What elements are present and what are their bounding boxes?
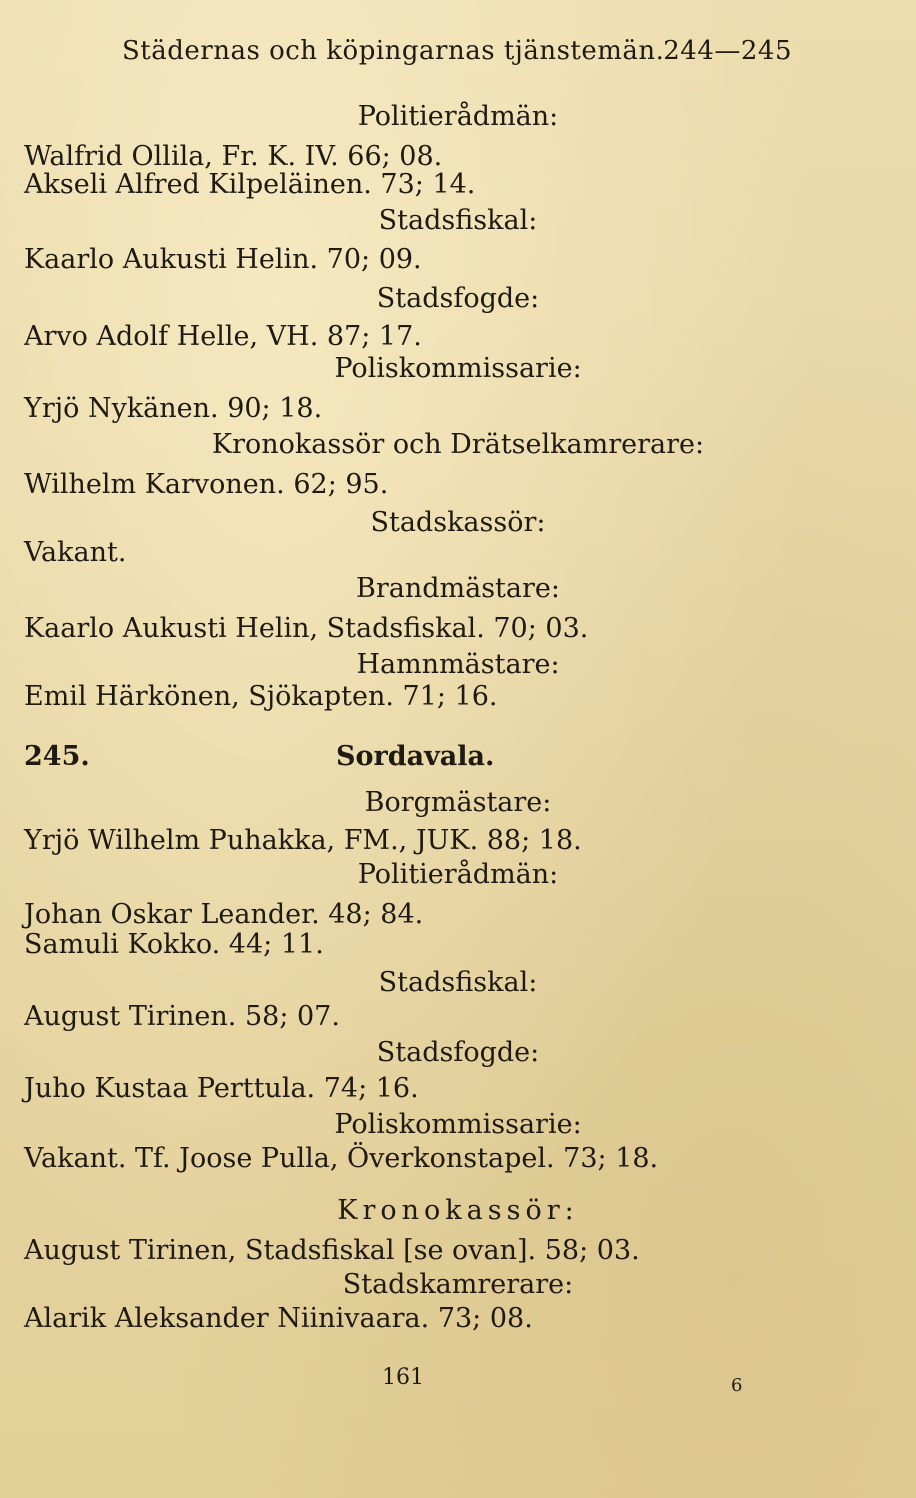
- heading-stadsfiskal: Stadsfiskal:: [378, 205, 538, 236]
- entry-line: Wilhelm Karvonen. 62; 95.: [24, 469, 389, 500]
- entry-line: August Tirinen, Stadsfiskal [se ovan]. 58; 03.: [24, 1235, 640, 1266]
- heading-stadskassor: Stadskassör:: [370, 507, 546, 538]
- heading-borgmastare: Borgmästare:: [364, 787, 552, 818]
- entry-line: Samuli Kokko. 44; 11.: [24, 929, 324, 960]
- heading-kronokassor-dratselkamrerare: Kronokassör och Drätselkamrerare:: [211, 429, 705, 460]
- entry-line: Emil Härkönen, Sjökapten. 71; 16.: [24, 681, 498, 712]
- heading-politieradman: Politierådmän:: [357, 859, 559, 890]
- heading-hamnmastare: Hamnmästare:: [356, 649, 560, 680]
- page-range: 244—245: [663, 36, 792, 66]
- entry-line: Alarik Aleksander Niinivaara. 73; 08.: [24, 1303, 533, 1334]
- entry-line: Yrjö Wilhelm Puhakka, FM., JUK. 88; 18.: [24, 825, 582, 856]
- entry-line: August Tirinen. 58; 07.: [24, 1001, 340, 1032]
- entry-line: Yrjö Nykänen. 90; 18.: [24, 393, 323, 424]
- heading-stadsfiskal: Stadsfiskal:: [378, 967, 538, 998]
- heading-kronokassor: Kronokassör:: [337, 1195, 579, 1226]
- entry-line: Walfrid Ollila, Fr. K. IV. 66; 08.: [24, 141, 443, 172]
- entry-line: Vakant. Tf. Joose Pulla, Överkonstapel. 73; 18.: [24, 1143, 659, 1174]
- town-heading: Sordavala.: [336, 741, 495, 772]
- entry-line: Juho Kustaa Perttula. 74; 16.: [24, 1073, 419, 1104]
- heading-stadskamrerare: Stadskamrerare:: [342, 1269, 574, 1300]
- entry-line: Johan Oskar Leander. 48; 84.: [24, 899, 424, 930]
- heading-stadsfogde: Stadsfogde:: [376, 283, 540, 314]
- heading-politieradman: Politierådmän:: [357, 101, 559, 132]
- entry-line: Kaarlo Aukusti Helin, Stadsfiskal. 70; 03.: [24, 613, 589, 644]
- heading-poliskommissarie: Poliskommissarie:: [334, 1109, 582, 1140]
- entry-line: Arvo Adolf Helle, VH. 87; 17.: [24, 321, 422, 352]
- running-header: [122, 34, 792, 68]
- heading-poliskommissarie: Poliskommissarie:: [334, 353, 582, 384]
- page-number: 161: [382, 1365, 424, 1390]
- heading-brandmastare: Brandmästare:: [355, 573, 560, 604]
- running-title: Städernas och köpingarnas tjänstemän.: [122, 36, 665, 66]
- section-number: 245.: [24, 741, 90, 772]
- entry-line: Akseli Alfred Kilpeläinen. 73; 14.: [24, 169, 476, 200]
- heading-stadsfogde: Stadsfogde:: [376, 1037, 540, 1068]
- entry-line: Vakant.: [24, 537, 127, 568]
- entry-line: Kaarlo Aukusti Helin. 70; 09.: [24, 244, 422, 275]
- signature-mark: 6: [731, 1375, 743, 1396]
